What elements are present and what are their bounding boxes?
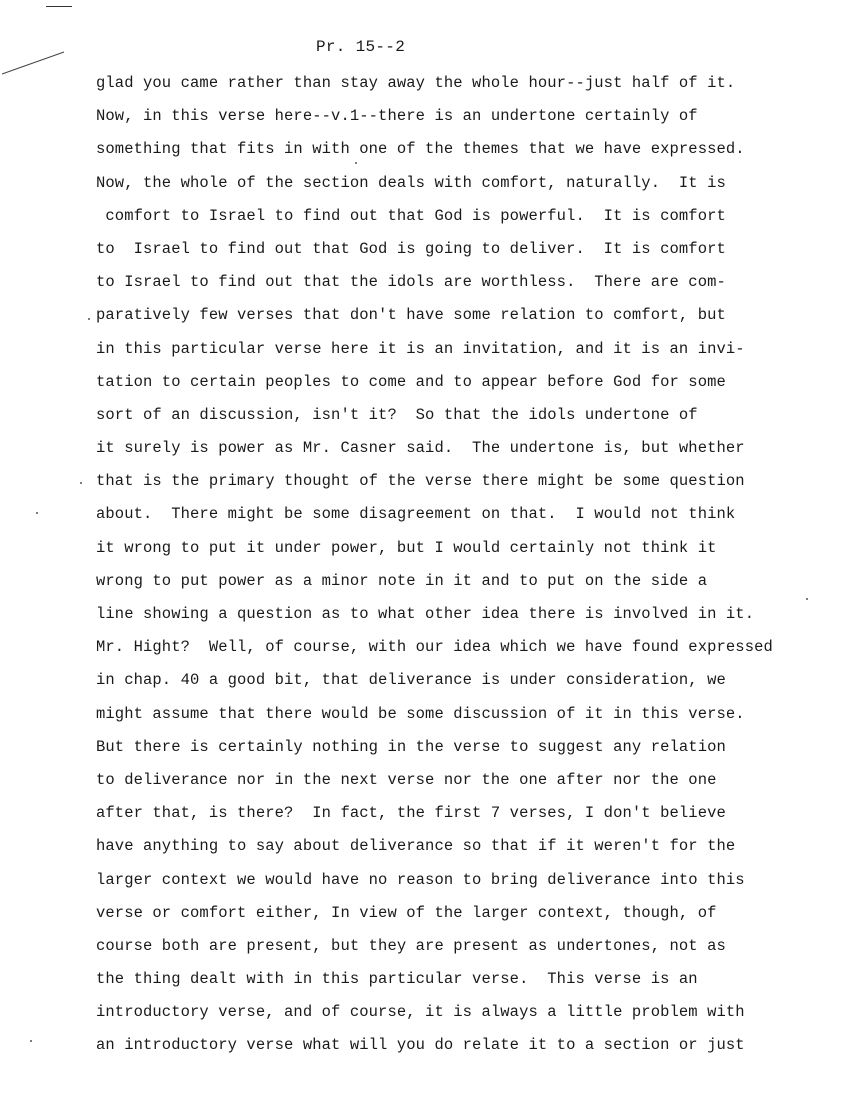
text-line: it surely is power as Mr. Casner said. The undertone is, but whether [96, 439, 745, 458]
scan-stroke [0, 48, 70, 78]
text-line: paratively few verses that don't have some relation to comfort, but [96, 306, 726, 325]
text-line: in this particular verse here it is an invitation, and it is an invi- [96, 339, 745, 358]
text-line: course both are present, but they are present as undertones, not as [96, 936, 726, 955]
text-line: introductory verse, and of course, it is always a little problem with [96, 1003, 745, 1022]
text-line: verse or comfort either, In view of the larger context, though, of [96, 903, 717, 922]
text-line: that is the primary thought of the verse there might be some question [96, 472, 745, 491]
text-line: Mr. Hight? Well, of course, with our idea which we have found expressed [96, 638, 773, 657]
text-line: to Israel to find out that God is going to deliver. It is comfort [96, 239, 726, 258]
text-line: have anything to say about deliverance so that if it weren't for the [96, 837, 736, 856]
text-line: after that, is there? In fact, the first 7 verses, I don't believe [96, 804, 726, 823]
speck [30, 1040, 32, 1042]
text-line: Now, in this verse here--v.1--there is an undertone certainly of [96, 107, 698, 126]
text-line: glad you came rather than stay away the whole hour--just half of it. [96, 74, 736, 92]
text-line: to Israel to find out that the idols are worthless. There are com- [96, 273, 726, 292]
text-line: something that fits in with one of the themes that we have expressed. [96, 140, 745, 159]
speck [88, 318, 90, 320]
text-line: might assume that there would be some discussion of it in this verse. [96, 704, 745, 723]
text-line: tation to certain peoples to come and to appear before God for some [96, 372, 726, 391]
text-line: about. There might be some disagreement on that. I would not think [96, 505, 736, 524]
text-line: it wrong to put it under power, but I would certainly not think it [96, 538, 717, 557]
text-line: Now, the whole of the section deals with comfort, naturally. It is [96, 173, 726, 192]
scan-mark-top [46, 6, 72, 7]
speck [36, 512, 38, 514]
text-line: line showing a question as to what other idea there is involved in it. [96, 605, 755, 623]
text-line: wrong to put power as a minor note in it and to put on the side a [96, 571, 708, 590]
text-line: sort of an discussion, isn't it? So that the idols undertone of [96, 405, 698, 424]
page-header: Pr. 15--2 [316, 38, 406, 56]
text-line: larger context we would have no reason to bring deliverance into this [96, 870, 745, 889]
speck [80, 482, 82, 484]
text-line: to deliverance nor in the next verse nor the one after nor the one [96, 770, 717, 789]
text-line: comfort to Israel to find out that God is powerful. It is comfort [96, 206, 726, 225]
text-line: an introductory verse what will you do relate it to a section or just [96, 1036, 745, 1055]
text-line: But there is certainly nothing in the verse to suggest any relation [96, 737, 726, 756]
text-line: the thing dealt with in this particular verse. This verse is an [96, 970, 698, 989]
text-line: in chap. 40 a good bit, that deliverance is under consideration, we [96, 671, 726, 690]
body-text [96, 70, 816, 1066]
